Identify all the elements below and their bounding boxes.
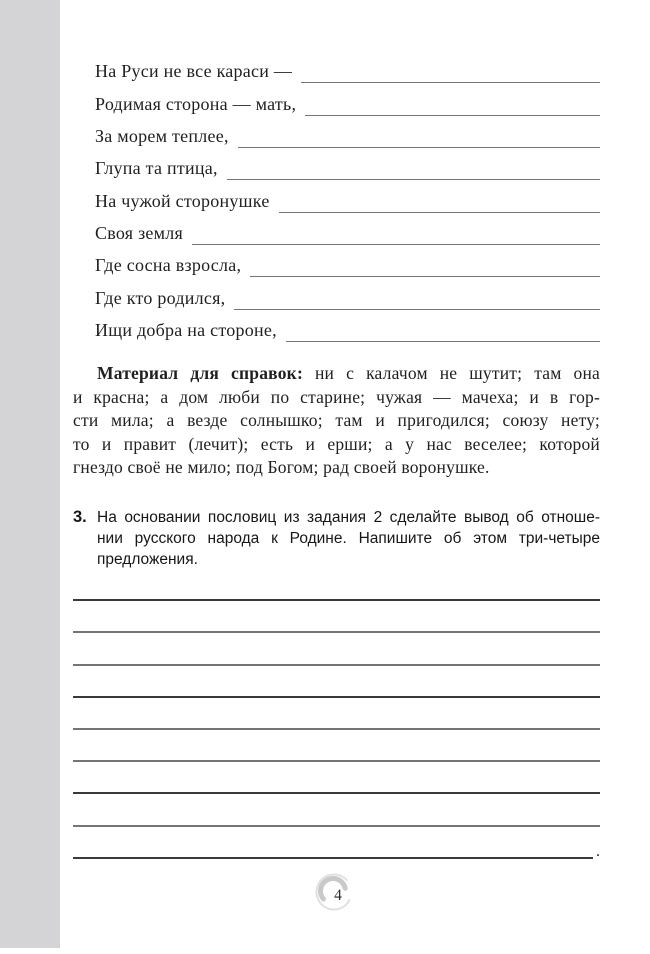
reference-line: гнездо своё не мило; под Богом; рад своей воронушке. — [73, 457, 490, 477]
proverb-blank-line — [250, 276, 600, 277]
trailing-period: . — [596, 842, 600, 860]
task-3 — [73, 507, 600, 570]
proverb-row — [95, 51, 600, 83]
proverb-text: За морем теплее, — [95, 126, 229, 147]
proverb-blank-line — [305, 115, 600, 116]
proverb-row — [95, 180, 600, 212]
proverb-blank-line — [238, 147, 600, 148]
answer-line — [73, 601, 600, 633]
book-gutter — [0, 0, 60, 948]
answer-line — [73, 698, 600, 730]
proverb-text: На чужой сторонушке — [95, 190, 270, 211]
proverb-row — [95, 213, 600, 245]
proverb-text: Родимая сторона — мать, — [95, 93, 297, 114]
page-number: 4 — [334, 887, 342, 904]
proverb-row — [95, 83, 600, 115]
proverb-blank-line — [279, 212, 600, 213]
task-line: предложения. — [97, 551, 198, 568]
page-number-ornament — [310, 866, 358, 918]
answer-lines — [73, 569, 600, 859]
answer-line — [73, 666, 600, 698]
task-text — [97, 507, 600, 570]
proverb-text: Где сосна взросла, — [95, 255, 242, 276]
reference-line: сти мила; а везде солнышко; там и пригодился; союзу нету; — [73, 410, 600, 430]
proverb-row — [95, 116, 600, 148]
task-line: На основании пословиц из задания 2 сделайте вывод об отноше- — [97, 509, 600, 526]
reference-material — [73, 362, 600, 480]
answer-line — [73, 730, 600, 762]
reference-line: то и правит (лечит); есть и ерши; а у нас веселее; которой — [73, 433, 600, 454]
proverb-text: Глупа та птица, — [95, 158, 218, 179]
answer-line — [73, 794, 600, 826]
answer-line — [73, 569, 600, 601]
task-number: 3. — [73, 508, 87, 526]
reference-lead: Материал для справок: — [97, 363, 303, 383]
reference-line-text: ни с калачом не шутит; там она — [302, 363, 600, 383]
proverb-row — [95, 310, 600, 342]
proverb-text: Своя земля — [95, 223, 184, 244]
answer-blank-line — [73, 857, 593, 859]
proverb-blank-line — [227, 179, 600, 180]
proverb-text: На Руси не все караси — — [95, 61, 293, 82]
answer-line — [73, 762, 600, 794]
proverb-blank-line — [234, 309, 600, 310]
proverb-blank-line — [192, 244, 600, 245]
proverb-row — [95, 245, 600, 277]
proverb-text: Ищи добра на стороне, — [95, 320, 277, 341]
proverb-blank-line — [286, 341, 600, 342]
proverbs-list — [95, 51, 600, 342]
proverb-blank-line — [301, 82, 600, 83]
reference-line — [73, 362, 600, 386]
reference-line: и красна; а дом люби по старине; чужая — мачеха; и в гор- — [73, 386, 600, 407]
task-line: нии русского народа к Родине. Напишите об этом три-четыре — [97, 530, 600, 547]
answer-line — [73, 827, 600, 859]
proverb-row — [95, 148, 600, 180]
answer-line — [73, 633, 600, 665]
proverb-row — [95, 277, 600, 309]
proverb-text: Где кто родился, — [95, 287, 226, 308]
